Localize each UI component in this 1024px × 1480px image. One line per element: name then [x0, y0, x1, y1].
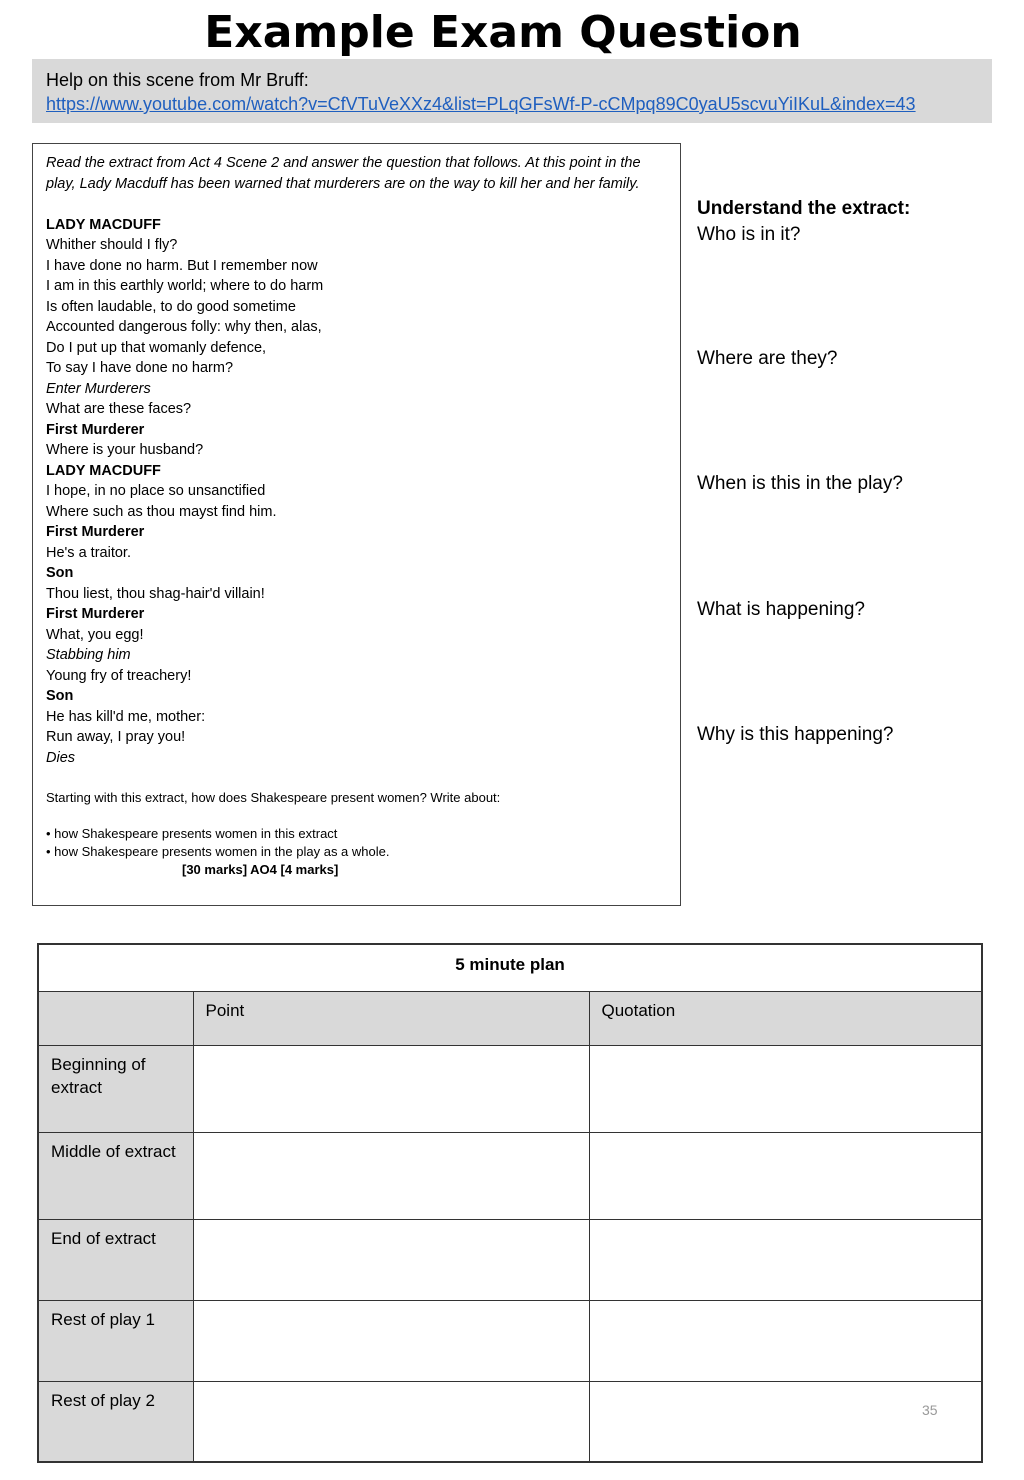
row-label: Rest of play 2 [51, 1390, 155, 1410]
speaker-name: Son [46, 688, 74, 704]
row-label-cell [38, 1219, 193, 1300]
help-label: Help on this scene from Mr Bruff: [46, 70, 309, 90]
extract-line: I hope, in no place so unsanctified [46, 483, 266, 499]
prompt-who: Who is in it? [697, 224, 801, 245]
extract-line: Where is your husband? [46, 442, 204, 458]
extract-line: Whither should I fly? [46, 237, 178, 253]
quotation-cell[interactable] [589, 1219, 982, 1300]
exam-question: Starting with this extract, how does Shakespeare present women? Write about: [46, 789, 501, 805]
question-bullet: • how Shakespeare presents women in this extract [46, 825, 338, 841]
spacer [46, 807, 667, 825]
extract-line: Accounted dangerous folly: why then, alas, [46, 319, 322, 335]
prompt-where: Where are they? [697, 348, 838, 369]
help-box [32, 59, 992, 123]
extract-line: What are these faces? [46, 401, 192, 417]
row-label-cell [38, 1045, 193, 1132]
prompt-who-block [697, 196, 910, 248]
extract-line: What, you egg! [46, 626, 144, 643]
header-blank-cell [38, 991, 193, 1045]
point-cell[interactable] [193, 1219, 589, 1300]
plan-title: 5 minute plan [38, 944, 982, 991]
stage-direction: Dies [46, 749, 76, 766]
table-row [38, 1381, 982, 1462]
plan-header-row [38, 991, 982, 1045]
row-label-cell [38, 1381, 193, 1462]
extract-box [32, 143, 681, 906]
extract-line: Is often laudable, to do good sometime [46, 298, 296, 315]
marks-allocation: [30 marks] AO4 [4 marks] [182, 861, 339, 877]
spacer [46, 768, 667, 789]
table-row [38, 1300, 982, 1381]
header-point-label: Point [205, 1000, 245, 1020]
table-row [38, 1132, 982, 1219]
table-row [38, 1219, 982, 1300]
row-label: End of extract [51, 1228, 156, 1248]
extract-intro: Read the extract from Act 4 Scene 2 and answer the question that follows. At this point in the play, Lady Macduff has been warned that murderers are on the way to kill her and her family. [46, 155, 641, 192]
extract-lines [46, 215, 667, 769]
extract-line: I have done no harm. But I remember now [46, 257, 318, 274]
stage-direction: Enter Murderers [46, 380, 151, 397]
speaker-name: First Murderer [46, 421, 145, 438]
speaker-name: First Murderer [46, 606, 145, 622]
row-label: Beginning of extract [51, 1054, 146, 1097]
row-label-cell [38, 1300, 193, 1381]
point-cell[interactable] [193, 1045, 589, 1132]
speaker-name: Son [46, 565, 74, 581]
extract-line: He's a traitor. [46, 544, 131, 561]
page-title: Example Exam Question [204, 7, 802, 58]
speaker-name: LADY MACDUFF [46, 462, 161, 479]
point-cell[interactable] [193, 1381, 589, 1462]
page-number: 35 [922, 1402, 938, 1418]
point-cell[interactable] [193, 1300, 589, 1381]
quotation-cell[interactable] [589, 1045, 982, 1132]
extract-line: Run away, I pray you! [46, 729, 186, 745]
header-point [193, 991, 589, 1045]
extract-line: He has kill'd me, mother: [46, 708, 206, 725]
quotation-cell[interactable] [589, 1132, 982, 1219]
extract-line: To say I have done no harm? [46, 360, 234, 376]
prompt-when: When is this in the play? [697, 473, 903, 494]
understand-heading: Understand the extract: [697, 198, 911, 219]
header-quotation [589, 991, 982, 1045]
point-cell[interactable] [193, 1132, 589, 1219]
question-bullet: • how Shakespeare presents women in the play as a whole. [46, 843, 390, 859]
extract-line: Young fry of treachery! [46, 667, 192, 684]
prompt-what: What is happening? [697, 599, 865, 620]
plan-table [37, 943, 983, 1463]
extract-line: Thou liest, thou shag-hair'd villain! [46, 585, 265, 602]
stage-direction: Stabbing him [46, 647, 131, 663]
row-label: Middle of extract [51, 1141, 176, 1161]
speaker-name: First Murderer [46, 524, 145, 540]
speaker-name: LADY MACDUFF [46, 216, 161, 233]
help-video-link[interactable]: https://www.youtube.com/watch?v=CfVTuVeXXz4&list=PLqGFsWf-P-cCMpq89C0yaU5scvuYiIKuL&index=43 [46, 94, 916, 114]
extract-line: Do I put up that womanly defence, [46, 339, 267, 356]
row-label-cell [38, 1132, 193, 1219]
quotation-cell[interactable] [589, 1300, 982, 1381]
prompt-why: Why is this happening? [697, 724, 894, 745]
table-row [38, 1045, 982, 1132]
extract-line: Where such as thou mayst find him. [46, 503, 277, 520]
spacer [46, 194, 667, 215]
extract-line: I am in this earthly world; where to do harm [46, 278, 324, 294]
row-label: Rest of play 1 [51, 1309, 155, 1329]
quotation-cell[interactable] [589, 1381, 982, 1462]
header-quotation-label: Quotation [601, 1000, 676, 1020]
